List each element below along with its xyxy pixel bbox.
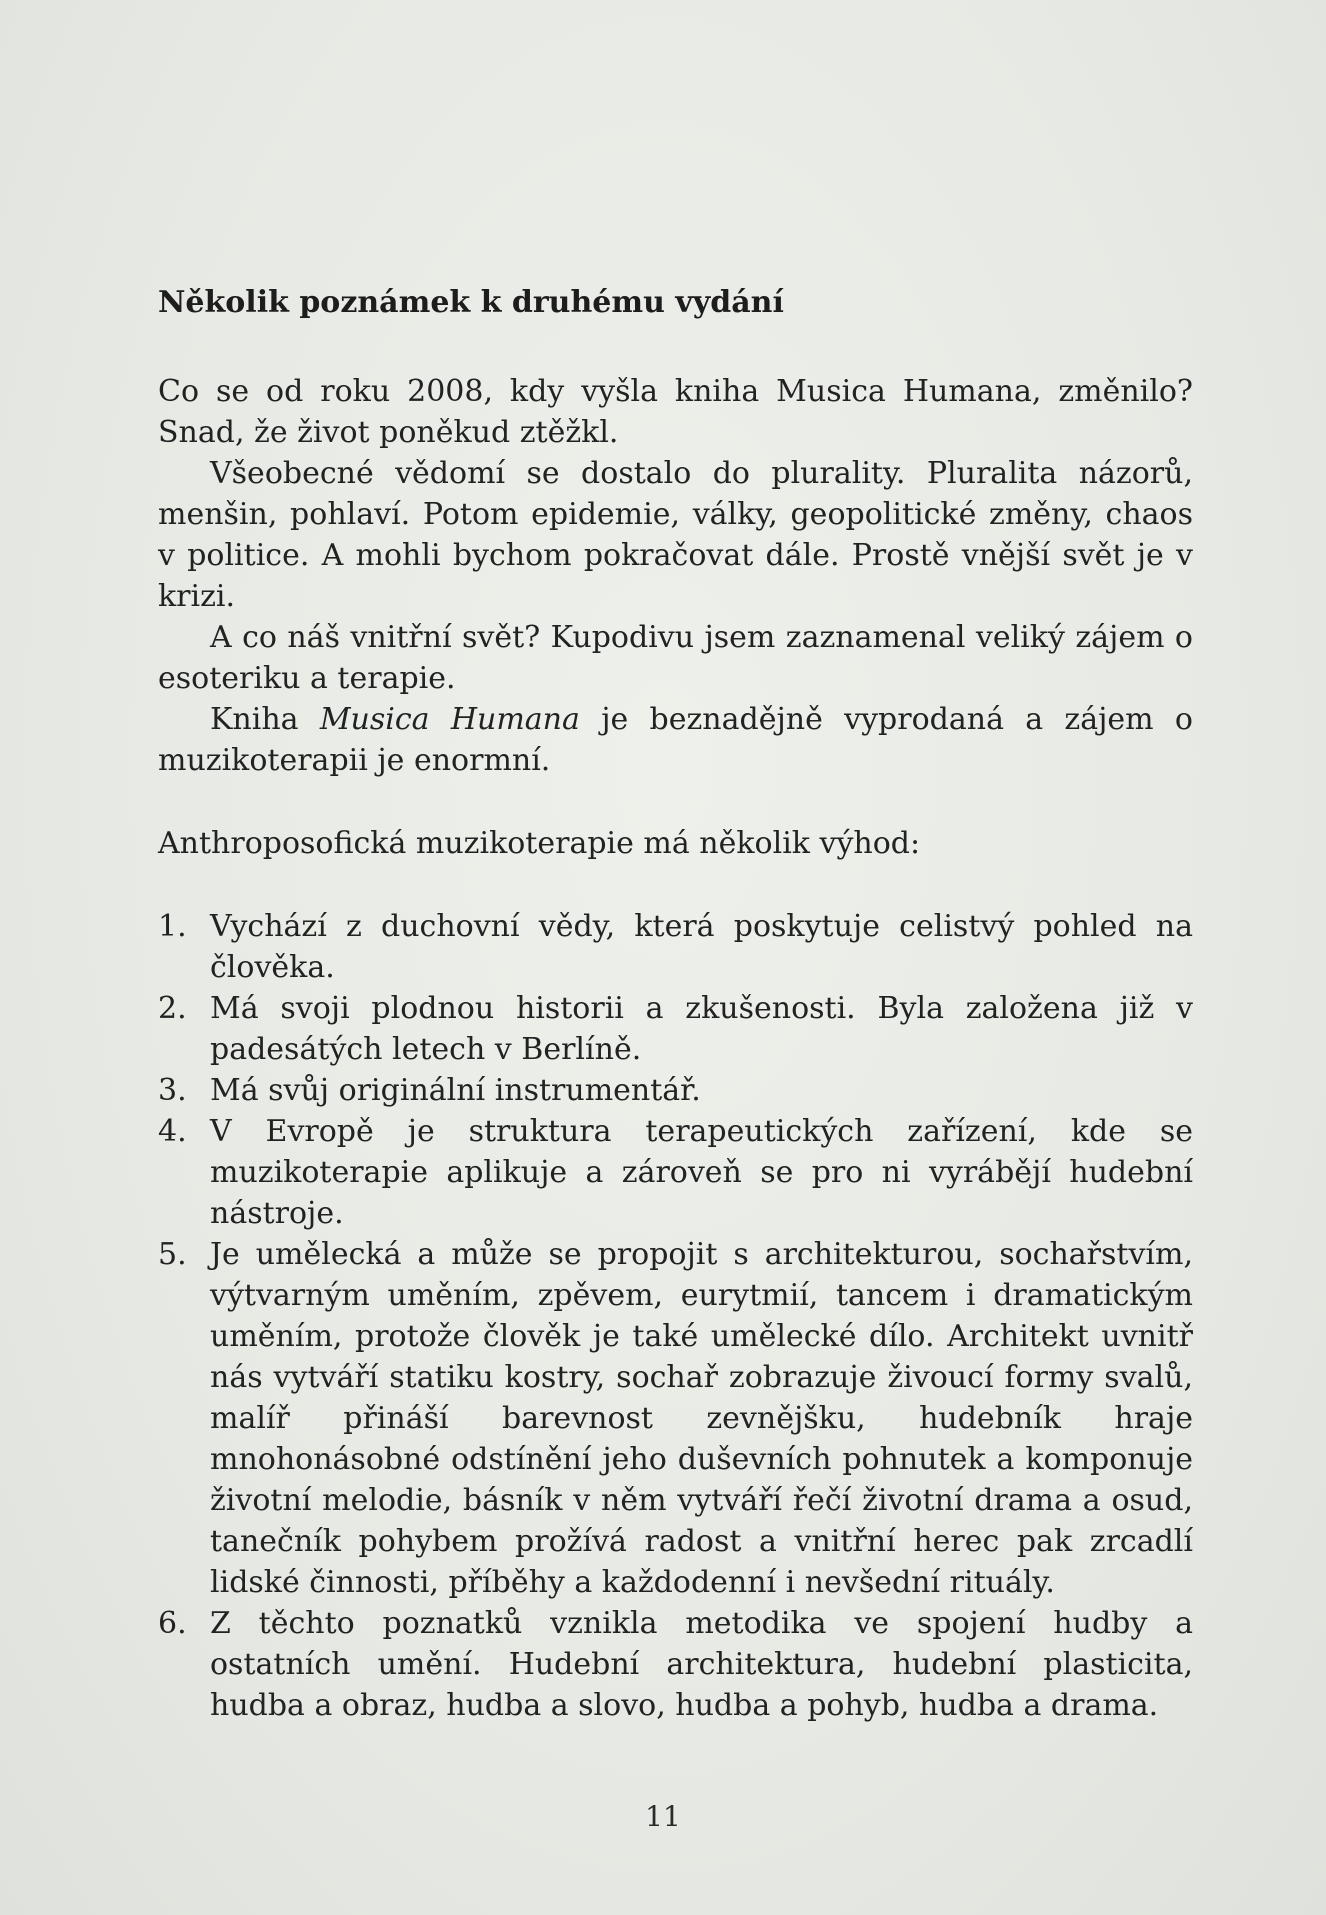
list-item-number: 1.: [158, 909, 187, 944]
list-item: [158, 1070, 1193, 1111]
paragraph-1: Co se od roku 2008, kdy vyšla kniha Musica Humana, změnilo? Snad, že život poněkud ztěžkl.: [158, 374, 1193, 450]
list-item: [158, 1234, 1193, 1603]
list-item-number: 4.: [158, 1114, 187, 1149]
list-item-number: 3.: [158, 1073, 187, 1108]
list-item-number: 2.: [158, 991, 187, 1026]
list-item-number: 6.: [158, 1606, 187, 1641]
page-number: 11: [645, 1800, 681, 1833]
list-intro: Anthroposofická muzikoterapie má několik výhod:: [158, 826, 921, 861]
list-item-text: Má svůj originální instrumentář.: [210, 1073, 701, 1108]
book-title: Musica Humana: [319, 702, 580, 737]
advantages-list: [158, 906, 1193, 1726]
list-item-text: Je umělecká a může se propojit s architekturou, sochařstvím, výtvarným uměním, zpěvem, eurytmií, tancem i dramatickým uměním, protože člověk je také umělecké dílo. Architekt uvnitř nás vytváří statiku kostry, sochař zobrazuje živoucí formy svalů, malíř přináší barevnost zevnějšku, hudebník hraje mnohonásobné odstínění jeho duševních pohnutek a komponuje životní melodie, básník v něm vytváří řečí životní drama a osud, tanečník pohybem prožívá radost a vnitřní herec pak zrcadlí lidské činnosti, příběhy a každodenní i nevšední rituály.: [210, 1237, 1193, 1600]
list-item-number: 5.: [158, 1237, 187, 1272]
list-item: [158, 906, 1193, 988]
list-item-text: Z těchto poznatků vznikla metodika ve spojení hudby a ostatních umění. Hudební architektura, hudební plasticita, hudba a obraz, hudba a slovo, hudba a pohyb, hudba a drama.: [210, 1606, 1193, 1723]
page-content: [158, 282, 1193, 1726]
book-text-before: Kniha: [210, 702, 320, 737]
paragraph-book: [158, 699, 1193, 781]
paragraph-2: Všeobecné vědomí se dostalo do plurality. Pluralita názorů, menšin, pohlaví. Potom epidemie, války, geopolitické změny, chaos v politice. A mohli bychom pokračovat dále. Prostě vnější svět je v krizi.: [158, 456, 1193, 614]
list-item: [158, 988, 1193, 1070]
book-text-after: je beznadějně vyprodaná a zájem o muzikoterapii je enormní.: [158, 702, 1193, 778]
list-item-text: Vychází z duchovní vědy, která poskytuje celistvý pohled na člověka.: [210, 909, 1193, 985]
paragraph-3: A co náš vnitřní svět? Kupodivu jsem zaznamenal veliký zájem o esoteriku a terapie.: [158, 620, 1193, 696]
list-item: [158, 1111, 1193, 1234]
list-item-text: Má svoji plodnou historii a zkušenosti. Byla založena již v padesátých letech v Berlíně.: [210, 991, 1193, 1067]
section-heading: Několik poznámek k druhému vydání: [158, 285, 784, 320]
list-item: [158, 1603, 1193, 1726]
list-item-text: V Evropě je struktura terapeutických zařízení, kde se muzikoterapie aplikuje a zároveň se pro ni vyrábějí hudební nástroje.: [210, 1114, 1193, 1231]
